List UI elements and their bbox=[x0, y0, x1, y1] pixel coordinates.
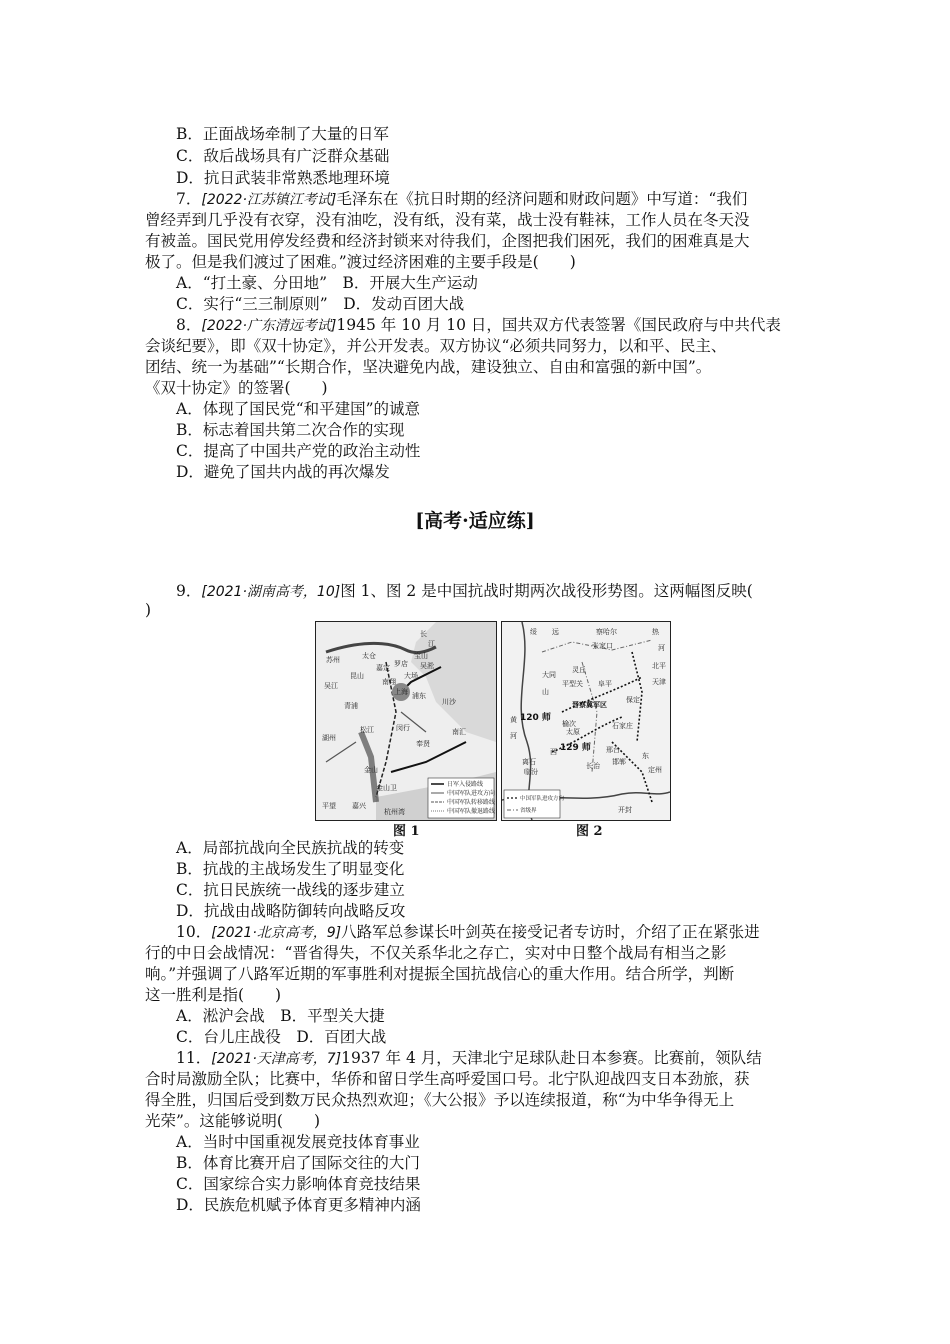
map1-label-10: 川沙 bbox=[442, 698, 456, 706]
q10-source: [2021·北京高考，9] bbox=[211, 925, 342, 941]
map1-legend-1: 中国军队进攻方向 bbox=[447, 790, 496, 797]
q9-text: 图 1、图 2 是中国抗战时期两次战役形势图。这两幅图反映( bbox=[340, 582, 753, 600]
map2-label-26: 开封 bbox=[618, 806, 632, 814]
map2-label-19: 北平 bbox=[652, 662, 666, 670]
map2-label-17: 临汾 bbox=[524, 768, 538, 776]
q7-stem-line1 bbox=[176, 189, 747, 210]
map1-label-20: 杭州湾 bbox=[384, 808, 405, 816]
q10-options-ab: A．淞沪会战 B．平型关大捷 bbox=[176, 1007, 385, 1025]
q8-stem-line3: 团结、统一为基础”“长期合作，坚决避免内战，建设独立、自由和富强的新中国”。 bbox=[145, 358, 712, 376]
map2-label-30: 阜平 bbox=[598, 680, 612, 688]
map1-label-24: 吴江 bbox=[324, 682, 338, 690]
figure-2-caption: 图 2 bbox=[576, 824, 603, 839]
map1-label-7: 大场 bbox=[404, 672, 418, 680]
map1-label-11: 南汇 bbox=[452, 728, 466, 736]
map1-label-22: 昆山 bbox=[350, 672, 364, 680]
q9-option-b: B．抗战的主战场发生了明显变化 bbox=[176, 860, 405, 878]
q10-stem-line1 bbox=[176, 922, 760, 943]
map1-label-8: 上海 bbox=[394, 688, 408, 696]
map2-label-27: 定州 bbox=[648, 766, 662, 774]
q7-options-cd: C．实行“三三制原则” D．发动百团大战 bbox=[176, 295, 465, 313]
map1-label-16: 金山 bbox=[364, 766, 378, 774]
map1-label-15: 奉贤 bbox=[416, 740, 430, 748]
q6-option-c: C．敌后战场具有广泛群众基础 bbox=[176, 147, 390, 165]
q11-option-a: A．当时中国重视发展竞技体育事业 bbox=[176, 1133, 420, 1151]
map1-legend-2: 中国军队转移路线 bbox=[447, 799, 496, 806]
map1-label-5: 吴淞 bbox=[420, 662, 434, 670]
map2-label-0: 绥 bbox=[530, 628, 537, 636]
map2-label-28: 榆次 bbox=[562, 720, 576, 728]
q7-stem-line4: 极了。但是我们渡过了困难。”渡过经济困难的主要手段是( ) bbox=[145, 253, 576, 271]
map2-label-22: 石家庄 bbox=[612, 722, 633, 730]
map2-legend-0: 中国军队进攻方向 bbox=[520, 796, 565, 802]
map2-label-2: 察哈尔 bbox=[596, 628, 617, 636]
q10-text: 八路军总参谋长叶剑英在接受记者专访时，介绍了正在紧张进 bbox=[341, 923, 760, 941]
map1-label-6: 南翔 bbox=[382, 678, 396, 686]
q7-stem-line3: 有被盖。国民党用停发经费和经济封锁来对待我们，企图把我们困死，我们的困难真是大 bbox=[145, 232, 750, 250]
map2-label-18: 长治 bbox=[586, 762, 600, 770]
map2-label-9: 西 bbox=[550, 748, 557, 756]
map2-label-21: 保定 bbox=[626, 696, 640, 704]
q9-option-d: D．抗战由战略防御转向战略反攻 bbox=[176, 902, 406, 920]
q8-text: 1945 年 10 月 10 日，国共双方代表签署《国民政府与中共代表 bbox=[336, 316, 781, 334]
map2-label-10: 晋察冀军区 bbox=[572, 701, 607, 709]
map2-label-3: 张家口 bbox=[592, 642, 613, 650]
q9-option-a: A．局部抗战向全民族抗战的转变 bbox=[176, 839, 405, 857]
map2-label-6: 大同 bbox=[542, 671, 556, 679]
map2-label-13: 黄 bbox=[510, 716, 517, 724]
map2-label-29: 灵丘 bbox=[572, 666, 586, 674]
figure-1-caption: 图 1 bbox=[393, 824, 420, 839]
q10-stem-line3: 响。”并强调了八路军近期的军事胜利对提振全国抗战信心的重大作用。结合所学，判断 bbox=[145, 965, 735, 983]
map2-label-14: 河 bbox=[510, 732, 517, 740]
map1-label-17: 金山卫 bbox=[376, 784, 397, 792]
section-title: [高考·适应练] bbox=[415, 510, 535, 532]
q7-options-ab: A．“打土豪、分田地” B．开展大生产运动 bbox=[176, 274, 478, 292]
q8-stem-line1 bbox=[176, 315, 781, 336]
map1-label-18: 平望 bbox=[322, 802, 336, 810]
map2-label-15: 太原 bbox=[566, 728, 580, 736]
q6-option-d: D．抗日武装非常熟悉地理环境 bbox=[176, 169, 390, 187]
q9-option-c: C．抗日民族统一战线的逐步建立 bbox=[176, 881, 405, 899]
battle-map-1-drawing bbox=[316, 622, 496, 820]
q9-number: 9． bbox=[176, 582, 202, 600]
map2-label-23: 邢台 bbox=[606, 746, 620, 754]
map1-label-12: 青浦 bbox=[344, 702, 358, 710]
q11-stem-line1 bbox=[176, 1048, 762, 1069]
q11-text: 1937 年 4 月，天津北宁足球队赴日本参赛。比赛前，领队结 bbox=[341, 1049, 762, 1067]
q11-option-b: B．体育比赛开启了国际交往的大门 bbox=[176, 1154, 420, 1172]
map1-label-3: 罗店 bbox=[394, 660, 408, 668]
q6-option-b: B．正面战场牵制了大量的日军 bbox=[176, 125, 389, 143]
map1-label-2: 嘉定 bbox=[376, 664, 390, 672]
q11-option-c: C．国家综合实力影响体育竞技结果 bbox=[176, 1175, 421, 1193]
q11-stem-line4: 光荣”。这能够说明( ) bbox=[145, 1112, 321, 1130]
map1-label-13: 松江 bbox=[360, 726, 374, 734]
q11-number: 11． bbox=[176, 1049, 212, 1067]
q11-option-d: D．民族危机赋予体育更多精神内涵 bbox=[176, 1196, 421, 1214]
q10-number: 10． bbox=[176, 923, 212, 941]
q9-stem-line1 bbox=[176, 581, 753, 602]
q9-source: [2021·湖南高考，10] bbox=[201, 584, 341, 600]
q7-text: 毛泽东在《抗日时期的经济问题和财政问题》中写道：“我们 bbox=[336, 190, 748, 208]
map1-label-0: 长 bbox=[420, 630, 427, 638]
map2-label-20: 天津 bbox=[652, 678, 666, 686]
map2-label-8: 山 bbox=[542, 688, 549, 696]
q8-stem-line2: 会谈纪要》，即《双十协定》，并公开发表。双方协议“必须共同努力，以和平、民主、 bbox=[145, 337, 727, 355]
map1-label-25: 湖州 bbox=[322, 734, 336, 742]
map2-label-1: 远 bbox=[552, 628, 559, 636]
q8-option-a: A．体现了国民党“和平建国”的诚意 bbox=[176, 400, 421, 418]
map1-legend-0: 日军入侵路线 bbox=[447, 781, 484, 788]
map2-label-12: 129 师 bbox=[560, 743, 591, 753]
map2-label-7: 平型关 bbox=[562, 680, 583, 688]
map1-label-1: 江 bbox=[428, 640, 435, 648]
map2-label-16: 离石 bbox=[522, 758, 536, 766]
q8-number: 8． bbox=[176, 316, 202, 334]
q11-source: [2021·天津高考，7] bbox=[211, 1051, 342, 1067]
map1-label-14: 闵行 bbox=[396, 724, 410, 732]
map2-label-24: 邯郸 bbox=[612, 758, 626, 766]
q7-number: 7． bbox=[176, 190, 202, 208]
q8-option-d: D．避免了国共内战的再次爆发 bbox=[176, 463, 390, 481]
map1-label-23: 太仓 bbox=[362, 652, 376, 660]
q10-options-cd: C．台儿庄战役 D．百团大战 bbox=[176, 1028, 387, 1046]
map2-legend-1: 省级界 bbox=[520, 808, 537, 814]
battle-map-figure-1 bbox=[315, 621, 497, 821]
map2-label-4: 热 bbox=[652, 628, 659, 636]
map1-label-4: 宝山 bbox=[414, 652, 428, 660]
map1-legend-3: 中国军队撤退路线 bbox=[447, 808, 496, 815]
q7-stem-line2: 曾经弄到几乎没有衣穿，没有油吃，没有纸，没有菜，战士没有鞋袜，工作人员在冬天没 bbox=[145, 211, 750, 229]
q11-stem-line3: 得全胜，归国后受到数万民众热烈欢迎；《大公报》予以连续报道，称“为中华争得无上 bbox=[145, 1091, 735, 1109]
q8-option-c: C．提高了中国共产党的政治主动性 bbox=[176, 442, 421, 460]
map2-label-11: 120 师 bbox=[520, 713, 551, 723]
q11-stem-line2: 合时局激励全队；比赛中，华侨和留日学生高呼爱国口号。北宁队迎战四支日本劲旅，获 bbox=[145, 1070, 750, 1088]
q8-stem-line4: 《双十协定》的签署( ) bbox=[145, 379, 328, 397]
map1-label-19: 嘉兴 bbox=[352, 802, 366, 810]
q9-stem-line2: ) bbox=[145, 601, 152, 619]
map2-label-5: 河 bbox=[658, 644, 665, 652]
q10-stem-line2: 行的中日会战情况：“晋省得失，不仅关系华北之存亡，实对中日整个战局有相当之影 bbox=[145, 944, 727, 962]
q10-stem-line4: 这一胜利是指( ) bbox=[145, 986, 282, 1004]
battle-map-figure-2 bbox=[501, 621, 671, 821]
q8-source: [2022·广东清远考试] bbox=[201, 318, 337, 334]
battle-map-2-drawing bbox=[502, 622, 670, 820]
q7-source: [2022·江苏镇江考试] bbox=[201, 192, 337, 208]
q8-option-b: B．标志着国共第二次合作的实现 bbox=[176, 421, 405, 439]
map1-label-21: 苏州 bbox=[326, 656, 340, 664]
map1-label-9: 浦东 bbox=[412, 692, 426, 700]
map2-label-25: 东 bbox=[642, 752, 649, 760]
